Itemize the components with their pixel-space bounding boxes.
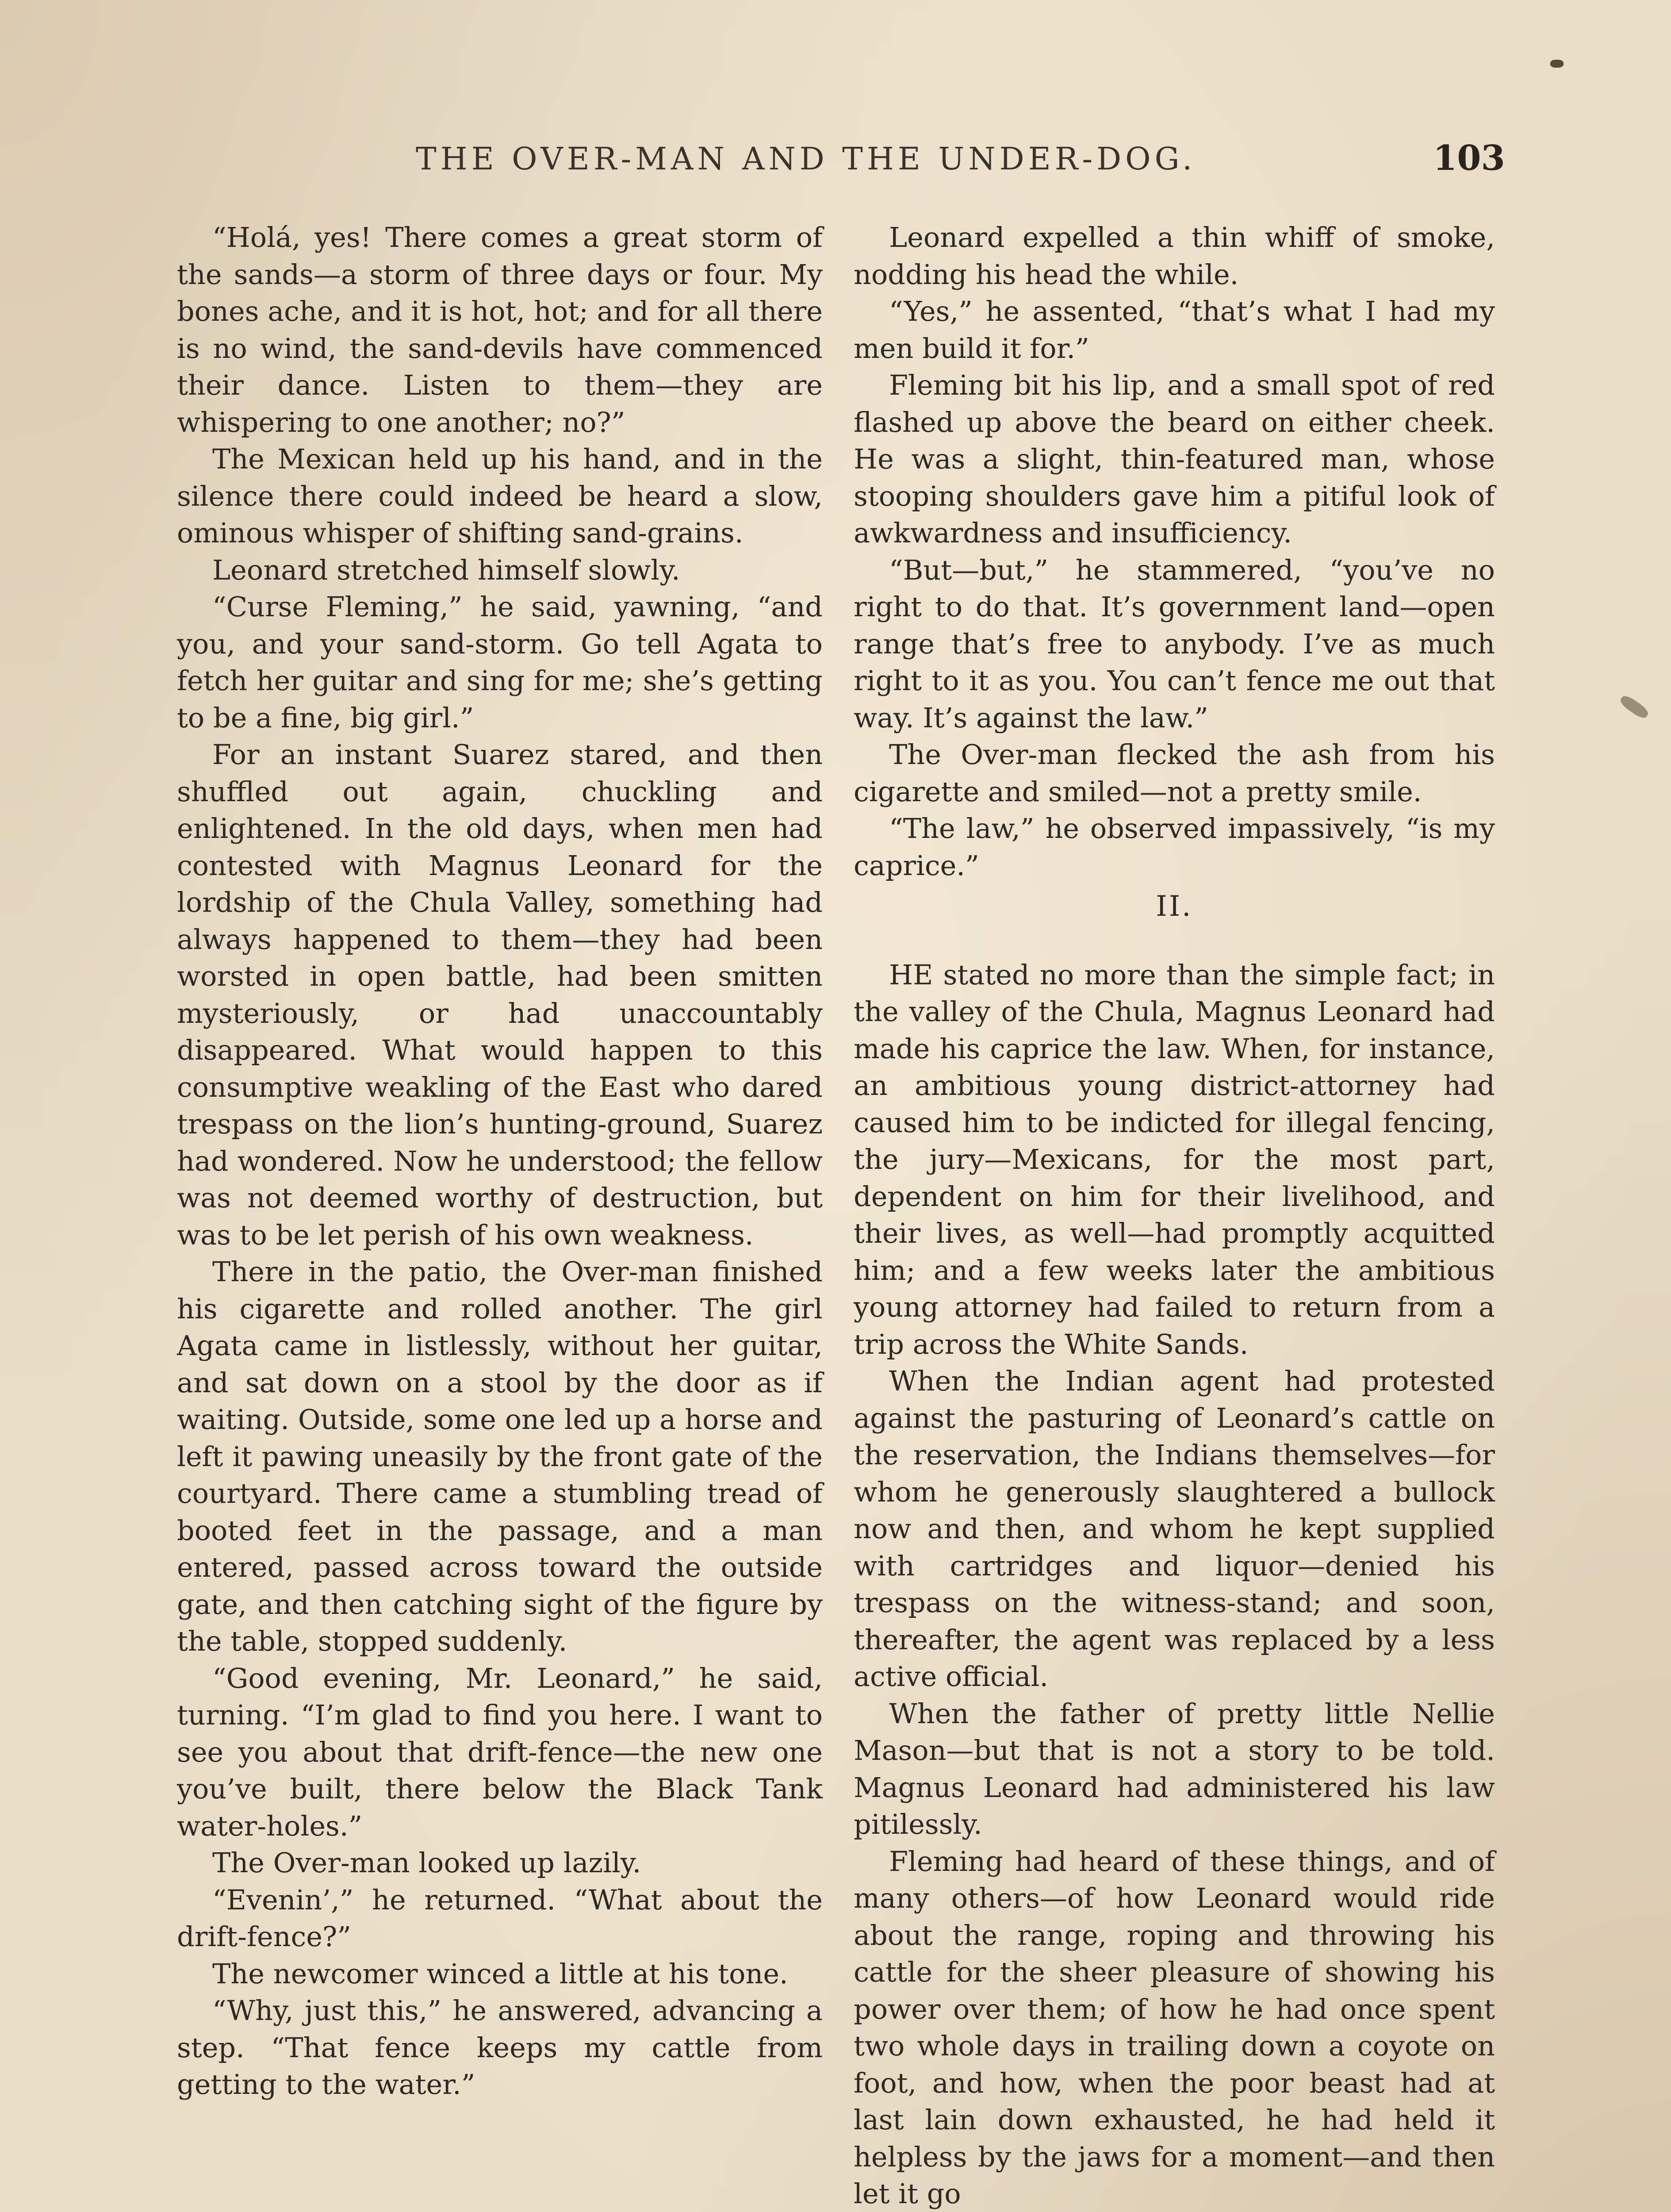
paragraph: There in the patio, the Over-man finished his cigarette and rolled another. The girl Agata came in listlessly, without her guitar, and sat down on a stool by the door as if waiting. Outside, some one led up a horse and left it pawing uneasily by the front gate of the courtyard. There came a stumbling tread of booted feet in the passage, and a man entered, passed across toward the outside gate, and then catching sight of the figure by the table, stopped suddenly. (177, 1256, 823, 1657)
paragraph: Fleming had heard of these things, and of many others—of how Leonard would ride about the range, roping and throwing his cattle for the sheer pleasure of showing his power over them; of how he had once spent two whole days in trailing down a coyote on foot, and how, when the poor beast had at last lain down exhausted, he had held it helpless by the jaws for a moment—and then let it go (854, 1845, 1495, 2210)
left-column (177, 219, 823, 2103)
paragraph: “Yes,” he assented, “that’s what I had my men build it for.” (854, 295, 1495, 365)
paragraph: The Mexican held up his hand, and in the silence there could indeed be heard a slow, ominous whisper of shifting sand-grains. (177, 443, 823, 549)
paragraph: “Good evening, Mr. Leonard,” he said, turning. “I’m glad to find you here. I want to see you about that drift-fence—the new one you’ve built, there below the Black Tank water-holes.” (177, 1662, 823, 1842)
running-title: THE OVER-MAN AND THE UNDER-DOG. (416, 141, 1196, 177)
paragraph: The Over-man flecked the ash from his cigarette and smiled—not a pretty smile. (854, 738, 1495, 808)
paragraph: The Over-man looked up lazily. (212, 1847, 641, 1879)
paragraph: The newcomer winced a little at his tone. (212, 1957, 788, 1990)
paragraph: For an instant Suarez stared, and then shuffled out again, chuckling and enlightened. In the old days, when men had contested with Magnus Leonard for the lordship of the Chula Valley, something had always happened to them—they had been worsted in open battle, had been smitten mysteriously, or had unaccountably disappeared. What would happen to this consumptive weakling of the East who dared trespass on the lion’s hunting-ground, Suarez had wondered. Now he understood; the fellow was not deemed worthy of destruction, but was to be let perish of his own weakness. (177, 738, 823, 1251)
paragraph: Leonard expelled a thin whiff of smoke, nodding his head the while. (854, 221, 1495, 291)
paragraph: “But—but,” he stammered, “you’ve no right to do that. It’s government land—open range that’s free to anybody. I’ve as much right to it as you. You can’t fence me out that way. It’s against the law.” (854, 553, 1495, 734)
section-heading: II. (1156, 890, 1193, 923)
paragraph: “Curse Fleming,” he said, yawning, “and you, and your sand-storm. Go tell Agata to fetch her guitar and sing for me; she’s getting to be a fine, big girl.” (177, 591, 823, 734)
paragraph: “Evenin’,” he returned. “What about the drift-fence?” (177, 1883, 823, 1953)
paragraph: “The law,” he observed impassively, “is my caprice.” (854, 812, 1495, 882)
page-blemish (1550, 60, 1564, 68)
paragraph: “Why, just this,” he answered, advancing a step. “That fence keeps my cattle from getting to the water.” (177, 1994, 823, 2101)
paragraph: HE stated no more than the simple fact; in the valley of the Chula, Magnus Leonard had made his caprice the law. When, for instance, an ambitious young district-attorney had caused him to be indicted for illegal fencing, the jury—Mexicans, for the most part, dependent on him for their livelihood, and their lives, as well—had promptly acquitted him; and a few weeks later the ambitious young attorney had failed to return from a trip across the White Sands. (854, 958, 1495, 1360)
paragraph: When the father of pretty little Nellie Mason—but that is not a story to be told. Magnus Leonard had administered his law pitilessly. (854, 1697, 1495, 1840)
paragraph: Fleming bit his lip, and a small spot of red flashed up above the beard on either cheek. He was a slight, thin-featured man, whose stooping shoulders gave him a pitiful look of awkwardness and insufficiency. (854, 369, 1495, 549)
page-blemish (1618, 693, 1650, 720)
right-column (854, 219, 1495, 2212)
paragraph: Leonard stretched himself slowly. (212, 553, 680, 586)
page-number: 103 (1433, 138, 1505, 178)
paragraph: When the Indian agent had protested against the pasturing of Leonard’s cattle on the reservation, the Indians themselves—for whom he generously slaughtered a bullock now and then, and whom he kept supplied with cartridges and liquor—denied his trespass on the witness-stand; and soon, thereafter, the agent was replaced by a less active official. (854, 1365, 1495, 1693)
paragraph: “Holá, yes! There comes a great storm of the sands—a storm of three days or four. My bones ache, and it is hot, hot; and for all there is no wind, the sand-devils have commenced their dance. Listen to them—they are whispering to one another; no?” (177, 221, 823, 438)
